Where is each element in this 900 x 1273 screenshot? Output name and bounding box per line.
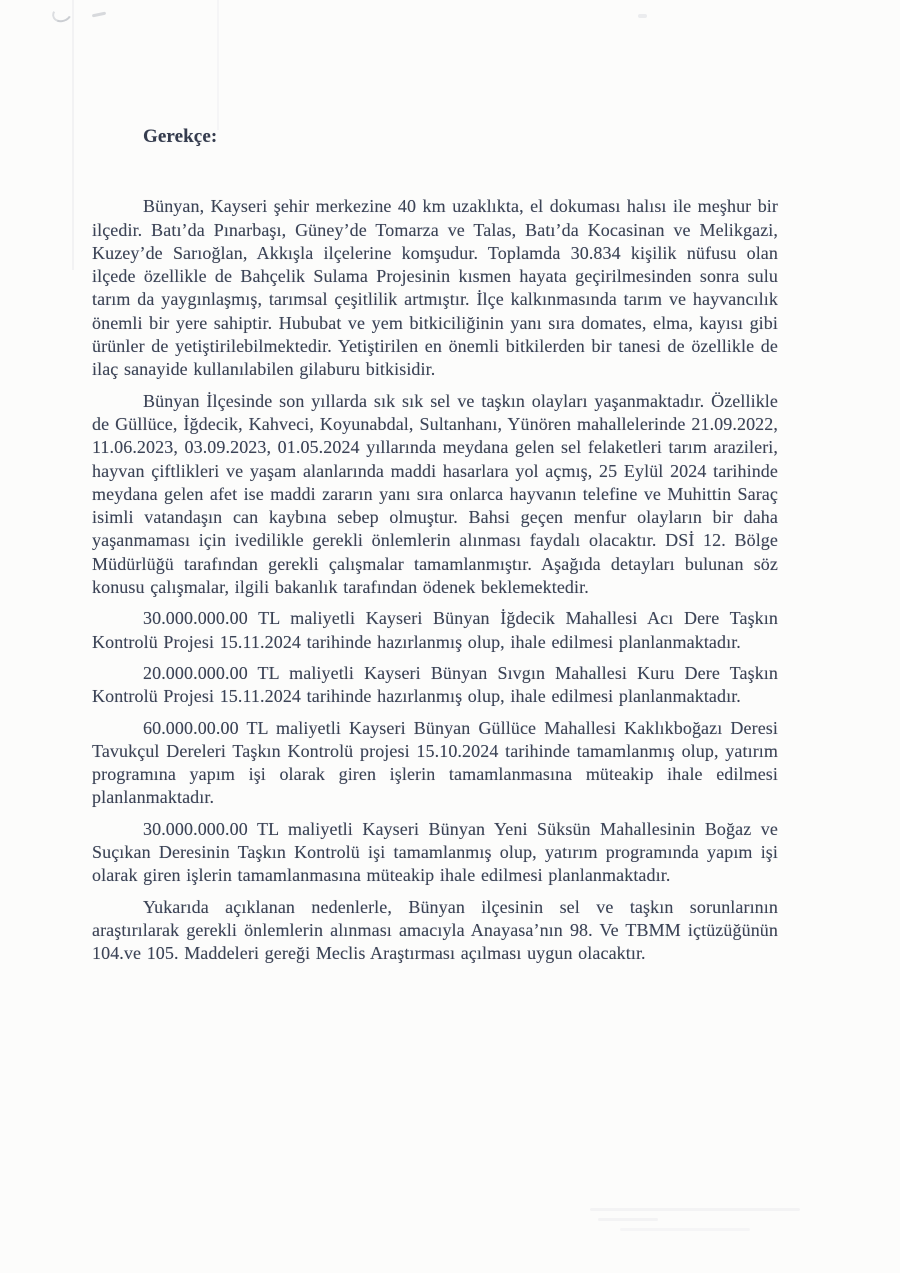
paragraph-project-gulluce: 60.000.00.00 TL maliyetli Kayseri Bünyan Güllüce Mahallesi Kaklıkboğazı Deresi Tavukçul Dereleri Taşkın Kontrolü projesi 15.10.2024 tarihinde tamamlanmış olup, yatırım programına yapım işi olarak giren işlerin tamamlanmasına müteakip ihale edilmesi planlanmaktadır. [92,717,778,808]
scan-smudge-dash [92,12,106,18]
scan-fold-line [72,0,74,270]
paragraph-conclusion: Yukarıda açıklanan nedenlerle, Bünyan ilçesinin sel ve taşkın sorunlarının araştırılarak gerekli önlemlerin alınması amacıyla Anayasa’nın 98. Ve TBMM içtüzüğünün 104.ve 105. Maddeleri gereği Meclis Araştırması açılması uygun olacaktır. [92,896,778,964]
scan-noise-band [620,1228,750,1231]
scan-noise-band [598,1218,658,1221]
document-body [92,125,778,974]
scan-fold-line [217,0,219,130]
paragraph-intro-bunyan: Bünyan, Kayseri şehir merkezine 40 km uzaklıkta, el dokuması halısı ile meşhur bir ilçedir. Batı’da Pınarbaşı, Güney’de Tomarza ve Talas, Batı’da Kocasinan ve Melikgazi, Kuzey’de Sarıoğlan, Akkışla ilçelerine komşudur. Toplamda 30.834 kişilik nüfusu olan ilçede özellikle de Bahçelik Sulama Projesinin kısmen hayata geçirilmesinden sonra sulu tarım da yaygınlaşmış, tarımsal çeşitlilik artmıştır. İlçe kalkınmasında tarım ve hayvancılık önemli bir yere sahiptir. Hububat ve yem bitkiciliğinin yanı sıra domates, elma, kayısı gibi ürünler de yetiştirilebilmektedir. Yetiştirilen en önemli bitkilerden bir tanesi de özellikle de ilaç sanayide kullanılabilen gilaburu bitkisidir. [92,196,778,380]
paragraph-flood-history: Bünyan İlçesinde son yıllarda sık sık sel ve taşkın olayları yaşanmaktadır. Özellikle de Güllüce, İğdecik, Kahveci, Koyunabdal, Sultanhanı, Yünören mahallelerinde 21.09.2022, 11.06.2023, 03.09.2023, 01.05.2024 yıllarında meydana gelen sel felaketleri tarım arazileri, hayvan çiftlikleri ve yaşam alanlarında maddi hasarlara yol açmış, 25 Eylül 2024 tarihinde meydana gelen afet ise maddi zararın yanı sıra onlarca hayvanın telefine ve Muhittin Saraç isimli vatandaşın can kaybına sebep olmuştur. Bahsi geçen menfur olayların bir daha yaşanmaması için ivedilikle gerekli önlemlerin alınması faydalı olacaktır. DSİ 12. Bölge Müdürlüğü tarafından gerekli çalışmalar tamamlanmıştır. Aşağıda detayları bulunan söz konusu çalışmalar, ilgili bakanlık tarafından ödenek beklemektedir. [92,390,778,598]
scan-smudge-dots [638,14,647,18]
paragraph-project-sivgin: 20.000.000.00 TL maliyetli Kayseri Bünyan Sıvgın Mahallesi Kuru Dere Taşkın Kontrolü Projesi 15.11.2024 tarihinde hazırlanmış olup, ihale edilmesi planlanmaktadır. [92,662,778,707]
scan-smudge-curve [50,3,74,24]
paragraph-project-igdecik: 30.000.000.00 TL maliyetli Kayseri Bünyan İğdecik Mahallesi Acı Dere Taşkın Kontrolü Projesi 15.11.2024 tarihinde hazırlanmış olup, ihale edilmesi planlanmaktadır. [92,608,778,652]
section-heading: Gerekçe: [143,126,218,147]
paragraph-project-suksun: 30.000.000.00 TL maliyetli Kayseri Bünyan Yeni Süksün Mahallesinin Boğaz ve Suçıkan Deresinin Taşkın Kontrolü işi tamamlanmış olup, yatırım programında yapım işi olarak giren işlerin tamamlanmasına müteakip ihale edilmesi planlanmaktadır. [92,818,778,886]
scan-noise-band [590,1208,800,1211]
